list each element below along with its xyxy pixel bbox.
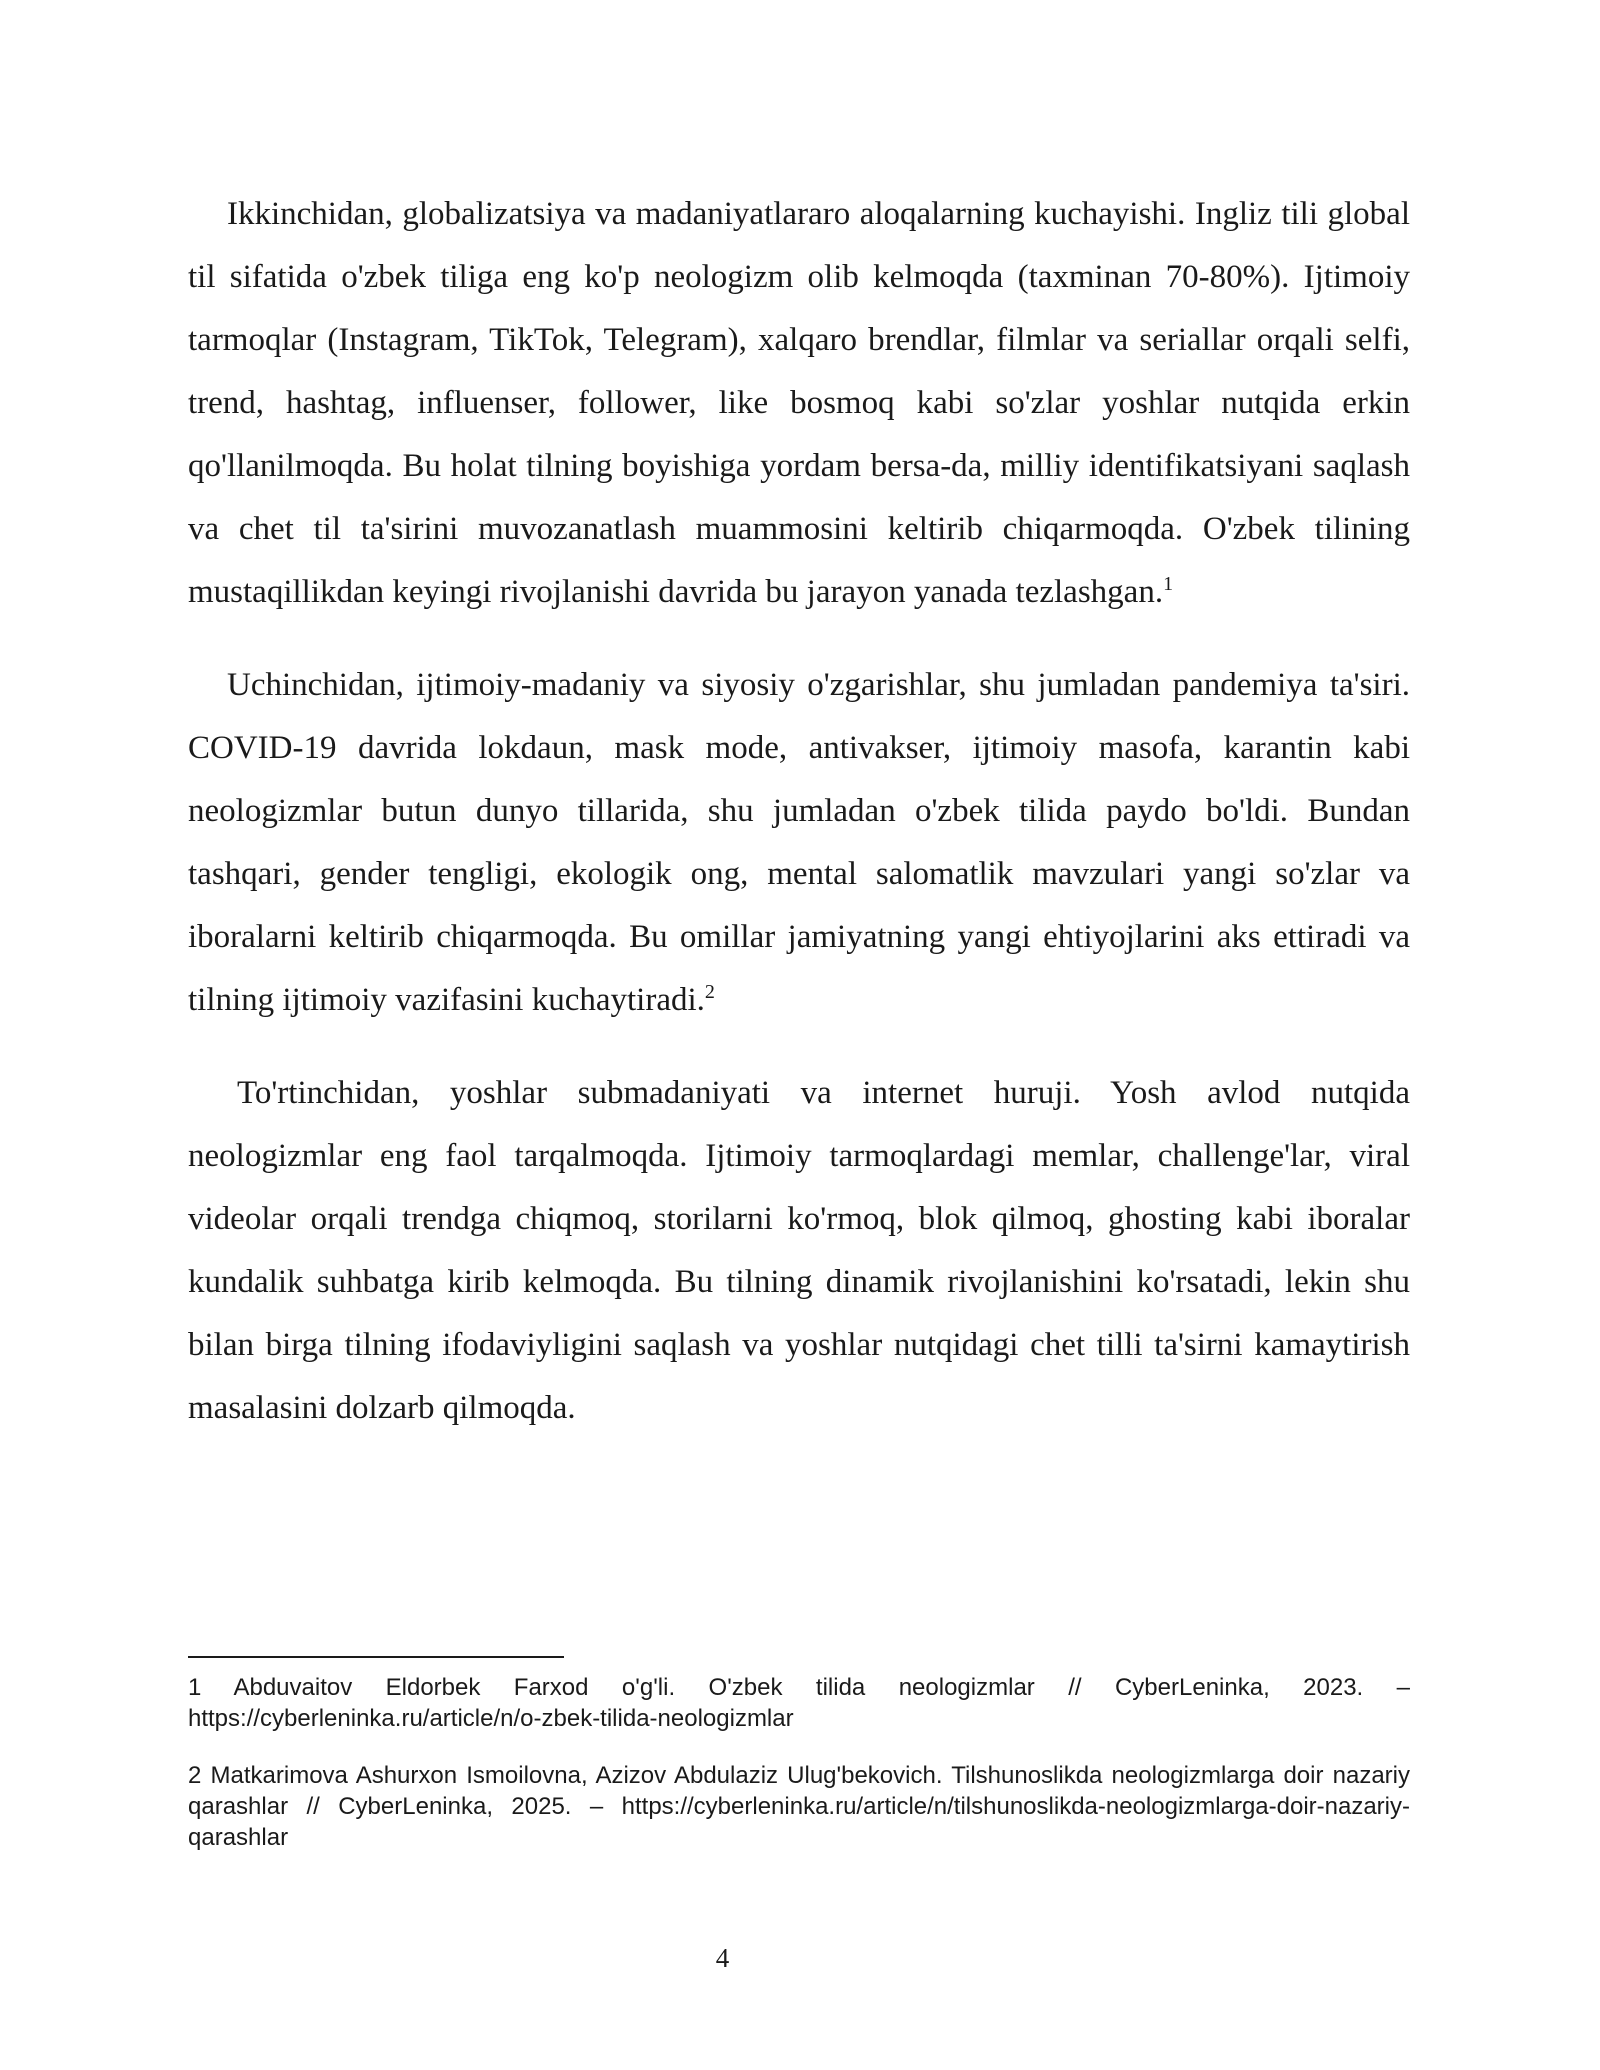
footnote-reference[interactable]: 2 bbox=[704, 981, 715, 1003]
paragraph-text: Uchinchidan, ijtimoiy-madaniy va siyosiy o'zgarishlar, shu jumladan pandemiya ta'siri. COVID-19 davrida lokdaun, mask mode, antivakser, ijtimoiy masofa, karantin kabi neologizmlar butun dunyo tillarida, shu jumladan o'zbek tilida paydo bo'ldi. Bundan tashqari, gender tengligi, ekologik ong, mental salomatlik mavzulari yangi so'zlar va iboralarni keltirib chiqarmoqda. Bu omillar jamiyatning yangi ehtiyojlarini aks ettiradi va tilning ijtimoiy vazifasini kuchaytiradi. bbox=[188, 667, 1410, 1018]
footnote-item bbox=[188, 1672, 1410, 1734]
page-number: 4 bbox=[715, 1943, 730, 1973]
paragraph-globalization bbox=[188, 183, 1410, 624]
paragraph-social-change bbox=[188, 654, 1410, 1032]
footnote-reference[interactable]: 1 bbox=[1163, 573, 1174, 595]
paragraph-youth-subculture bbox=[188, 1062, 1410, 1440]
footnote-text: Matkarimova Ashurxon Ismoilovna, Azizov Abdulaziz Ulug'bekovich. Tilshunoslikda neologizmlarga doir nazariy qarashlar // CyberLeninka, 2025. – https://cyberleninka.ru/article/n/tilshunoslikda-neologizmlarga-doir-nazariy-qarashlar bbox=[188, 1762, 1410, 1851]
footnote-item bbox=[188, 1760, 1410, 1853]
paragraph-text: Ikkinchidan, globalizatsiya va madaniyatlararo aloqalarning kuchayishi. Ingliz tili global til sifatida o'zbek tiliga eng ko'p neologizm olib kelmoqda (taxminan 70-80%). Ijtimoiy tarmoqlar (Instagram, TikTok, Telegram), xalqaro brendlar, filmlar va seriallar orqali selfi, trend, hashtag, influenser, follower, like bosmoq kabi so'zlar yoshlar nutqida erkin qo'llanilmoqda. Bu holat tilning boyishiga yordam bersa-da, milliy identifikatsiyani saqlash va chet til ta'sirini muvozanatlash muammosini keltirib chiqarmoqda. O'zbek tilining mustaqillikdan keyingi rivojlanishi davrida bu jarayon yanada tezlashgan. bbox=[188, 196, 1410, 610]
footnotes bbox=[188, 1672, 1410, 1879]
paragraph-text: To'rtinchidan, yoshlar submadaniyati va internet huruji. Yosh avlod nutqida neologizmlar eng faol tarqalmoqda. Ijtimoiy tarmoqlardagi memlar, challenge'lar, viral videolar orqali trendga chiqmoq, storilarni ko'rmoq, blok qilmoq, ghosting kabi iboralar kundalik suhbatga kirib kelmoqda. Bu tilning dinamik rivojlanishini ko'rsatadi, lekin shu bilan birga tilning ifodaviyligini saqlash va yoshlar nutqidagi chet tilli ta'sirni kamaytirish masalasini dolzarb qilmoqda. bbox=[188, 1075, 1410, 1426]
body-text bbox=[188, 183, 1410, 1470]
footnote-number: 2 bbox=[188, 1762, 202, 1789]
footnote-text: Abduvaitov Eldorbek Farxod o'g'li. O'zbek tilida neologizmlar // CyberLeninka, 2023. – https://cyberleninka.ru/article/n/o-zbek-tilida-neologizmlar bbox=[188, 1674, 1411, 1732]
footnote-separator bbox=[188, 1656, 564, 1658]
footnote-number: 1 bbox=[188, 1674, 202, 1701]
